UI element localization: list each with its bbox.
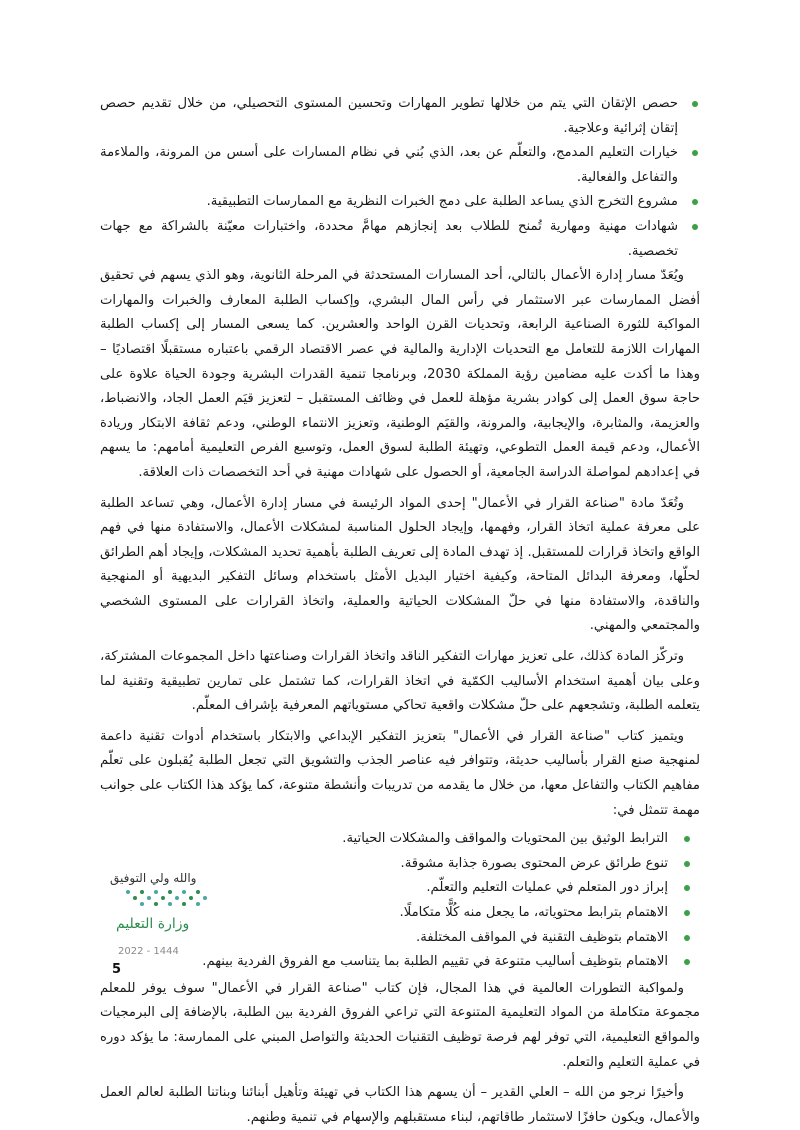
paragraph: وأخيرًا نرجو من الله – العلي القدير – أن يسهم هذا الكتاب في تهيئة وتأهيل أبنائنا وبناتنا الطلبة لعالم العمل والأعمال، ويكون حافزًا لاستثمار طاقاتهم، لبناء مستقبلهم والإسهام في تنمية وطنهم. xyxy=(100,1085,700,1125)
logo-dot xyxy=(196,890,200,894)
logo-dot xyxy=(182,902,186,906)
ministry-name: وزارة التعليم xyxy=(116,916,190,932)
logo-dot xyxy=(140,890,144,894)
list-item: شهادات مهنية ومهارية تُمنح للطلاب بعد إنجازهم مهامَّ محددة، واختبارات معيّنة بالشراكة مع جهات تخصصية. xyxy=(100,215,700,264)
logo-dot xyxy=(147,896,151,900)
logo-dot xyxy=(168,890,172,894)
logo-dot xyxy=(154,890,158,894)
list-item: إبراز دور المتعلم في عمليات التعليم والتعلّم. xyxy=(100,876,700,901)
logo-dot xyxy=(189,896,193,900)
list-item: الترابط الوثيق بين المحتويات والمواقف والمشكلات الحياتية. xyxy=(100,827,700,852)
page-number: 5 xyxy=(112,962,122,977)
list-item: تنوع طرائق عرض المحتوى بصورة جذابة مشوقة. xyxy=(100,852,700,877)
ministry-logo xyxy=(112,890,232,964)
logo-dot xyxy=(154,902,158,906)
features-list xyxy=(100,92,700,264)
logo-dot xyxy=(196,902,200,906)
list-item: حصص الإتقان التي يتم من خلالها تطوير المهارات وتحسين المستوى التحصيلي، من خلال تقديم حصص إتقان إثرائية وعلاجية. xyxy=(100,92,700,141)
logo-dot xyxy=(161,896,165,900)
paragraph: ويُعَدّ مسار إدارة الأعمال بالتالي، أحد المسارات المستحدثة في المرحلة الثانوية، وهو الذي يسهم في تحقيق أفضل الممارسات عبر الاستثمار في رأس المال البشري، وإكساب الطلبة المعارف والخبرات والمهارات المواكبة للثورة الصناعية الرابعة، وتحديات القرن الواحد والعشرين. كما يسعى المسار إلى إكساب الطلبة المهارات اللازمة للتعامل مع التحديات الإدارية والمالية في عصر الاقتصاد الرقمي باعتباره مستقبلًا اقتصاديًا – وهذا ما أكدت عليه مضامين رؤية المملكة 2030، وبرنامجا تنمية القدرات البشرية وجودة الحياة علاوة على حاجة سوق العمل إلى كوادر بشرية مؤهلة للعمل في وظائف المستقبل – لتعزيز قيَم العمل الجاد، والانضباط، والعزيمة، والمثابرة، والإيجابية، والمرونة، والقيَم الوطنية، وتعزيز الانتماء الوطني، ودعم ثقافة الابتكار وريادة الأعمال، ودعم قيمة العمل التطوعي، وتهيئة الطلبة لسوق العمل، وتوسيع الفرص التعليمية أمامهم: ما يسهم في إعدادهم لمواصلة الدراسة الجامعية، أو الحصول على شهادات مهنية في أحد التخصصات ذات العلاقة. xyxy=(100,268,701,480)
list-item: الاهتمام بتوظيف التقنية في المواقف المختلفة. xyxy=(100,926,700,951)
logo-dot xyxy=(133,896,137,900)
paragraph: وتركّز المادة كذلك، على تعزيز مهارات التفكير الناقد واتخاذ القرارات وصناعتها داخل المجموعات المشتركة، وعلى بيان أهمية استخدام الأساليب الكمّية في اتخاذ القرارات، كما تشتمل على تمارين تطبيقية وتقنية لما يتعلمه الطلبة، وتشجعهم على حلّ مشكلات واقعية تحاكي مستوياتهم المعرفية بإشراف المعلّم. xyxy=(100,649,700,714)
list-item: مشروع التخرج الذي يساعد الطلبة على دمج الخبرات النظرية مع الممارسات التطبيقية. xyxy=(100,190,700,215)
closing-tagline: والله ولي التوفيق xyxy=(110,871,197,885)
logo-dot xyxy=(140,902,144,906)
paragraph: وتُعَدّ مادة "صناعة القرار في الأعمال" إحدى المواد الرئيسة في مسار إدارة الأعمال، وهي تساعد الطلبة على معرفة عملية اتخاذ القرار، وفهمها، وإيجاد الحلول المناسبة لمشكلات الأعمال، والاستفادة منها في فهم الواقع واتخاذ قرارات للمستقبل. إذ تهدف المادة إلى تعريف الطلبة بأهمية تحديد المشكلات، وإيجاد أهم الطرائق لحلّها، ومعرفة البدائل المتاحة، وكيفية اختيار البديل الأمثل باستخدام وسائل التفكير البديهية أو المنهجية والناقدة، والاستفادة منها في حلّ المشكلات الحياتية والعملية، واتخاذ القرارات على المستوى الشخصي والمجتمعي والمهني. xyxy=(100,495,700,634)
list-item: خيارات التعليم المدمج، والتعلّم عن بعد، الذي بُني في نظام المسارات على أسس من المرونة، والملاءمة والتفاعل والفعالية. xyxy=(100,141,700,190)
logo-dot xyxy=(168,902,172,906)
paragraph: ولمواكبة التطورات العالمية في هذا المجال، فإن كتاب "صناعة القرار في الأعمال" سوف يوفر للمعلم مجموعة متكاملة من المواد التعليمية المتنوعة التي تراعي الفروق الفردية بين الطلبة، بالإضافة إلى البرمجيات والمواقع التعليمية، التي توفر لهم فرصة توظيف التقنيات الحديثة والتواصل المبني على الممارسة: ما يؤكد دوره في عملية التعليم والتعلم. xyxy=(100,980,700,1070)
logo-dots-icon xyxy=(112,890,232,910)
edition-year: 2022 - 1444 xyxy=(118,946,179,957)
logo-dot xyxy=(175,896,179,900)
book-page-text xyxy=(100,92,700,1130)
paragraph: ويتميز كتاب "صناعة القرار في الأعمال" بتعزيز التفكير الإبداعي والابتكار باستخدام أدوات تقنية داعمة لمنهجية صنع القرار بأساليب حديثة، وتتوافر فيه عناصر الجذب والتشويق التي تجعل الطلبة يُقبلون على تعلّم مفاهيم الكتاب والتفاعل معها، من خلال ما يقدمه من تدريبات وأنشطة متنوعة، كما يؤكد هذا الكتاب على جوانب مهمة تتمثل في: xyxy=(100,728,700,818)
logo-dot xyxy=(126,890,130,894)
list-item: الاهتمام بتوظيف أساليب متنوعة في تقييم الطلبة بما يتناسب مع الفروق الفردية بينهم. xyxy=(100,950,700,975)
logo-dot xyxy=(203,896,207,900)
logo-dot xyxy=(182,890,186,894)
list-item: الاهتمام بترابط محتوياته، ما يجعل منه كُلًّا متكاملًا. xyxy=(100,901,700,926)
